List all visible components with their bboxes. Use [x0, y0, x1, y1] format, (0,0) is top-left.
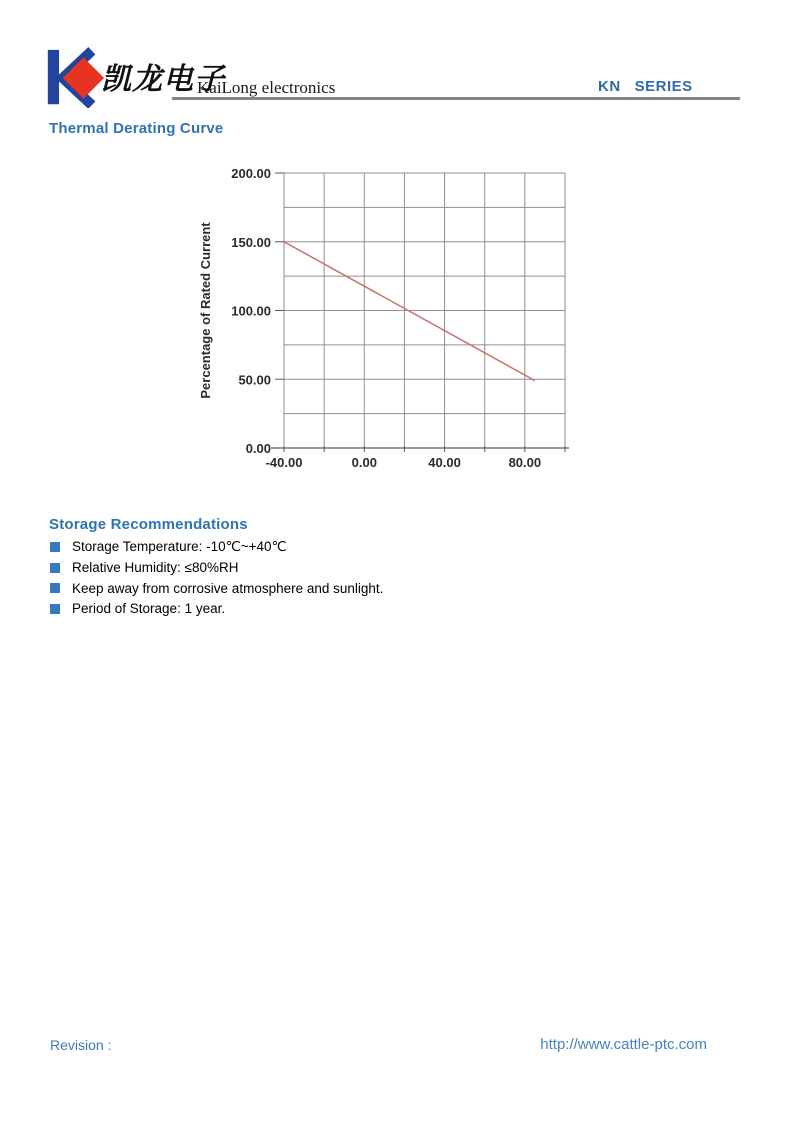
- storage-recommendations-list: [50, 537, 383, 619]
- section-title-thermal-derating: Thermal Derating Curve: [49, 120, 224, 137]
- y-tick-label: 50.00: [238, 372, 271, 388]
- thermal-derating-line: [284, 242, 535, 381]
- x-tick-label: 80.00: [508, 455, 542, 470]
- storage-item-text: Storage Temperature: -10℃~+40℃: [72, 539, 287, 555]
- thermal-derating-chart: [190, 160, 590, 485]
- bullet-square-icon: [50, 583, 60, 593]
- website-link[interactable]: http://www.cattle-ptc.com: [540, 1036, 707, 1053]
- header-divider: [172, 97, 740, 100]
- brand-name-english: KaiLong electronics: [197, 78, 336, 97]
- storage-item-text: Relative Humidity: ≤80%RH: [72, 560, 239, 576]
- x-tick-label: -40.00: [265, 455, 303, 470]
- bullet-square-icon: [50, 563, 60, 573]
- y-tick-label: 0.00: [245, 441, 271, 456]
- series-label: KN SERIES: [598, 78, 693, 95]
- kailong-logo-icon: [45, 46, 105, 108]
- y-tick-label: 200.00: [231, 166, 271, 181]
- chart-svg: [190, 160, 590, 485]
- list-item: [50, 558, 383, 579]
- list-item: [50, 537, 383, 558]
- storage-item-text: Period of Storage: 1 year.: [72, 601, 226, 617]
- brand-name-chinese: 凯龙电子: [101, 62, 225, 97]
- y-tick-label: 150.00: [231, 234, 271, 250]
- x-tick-label: 0.00: [351, 455, 377, 470]
- list-item: [50, 599, 383, 620]
- y-tick-label: 100.00: [231, 303, 271, 319]
- list-item: [50, 578, 383, 599]
- y-axis-title: Percentage of Rated Current: [198, 222, 213, 399]
- bullet-square-icon: [50, 542, 60, 552]
- storage-item-text: Keep away from corrosive atmosphere and sunlight.: [72, 580, 384, 596]
- x-tick-label: 40.00: [428, 455, 461, 470]
- bullet-square-icon: [50, 604, 60, 614]
- section-title-storage-recommendations: Storage Recommendations: [49, 516, 248, 533]
- revision-label: Revision :: [50, 1037, 112, 1053]
